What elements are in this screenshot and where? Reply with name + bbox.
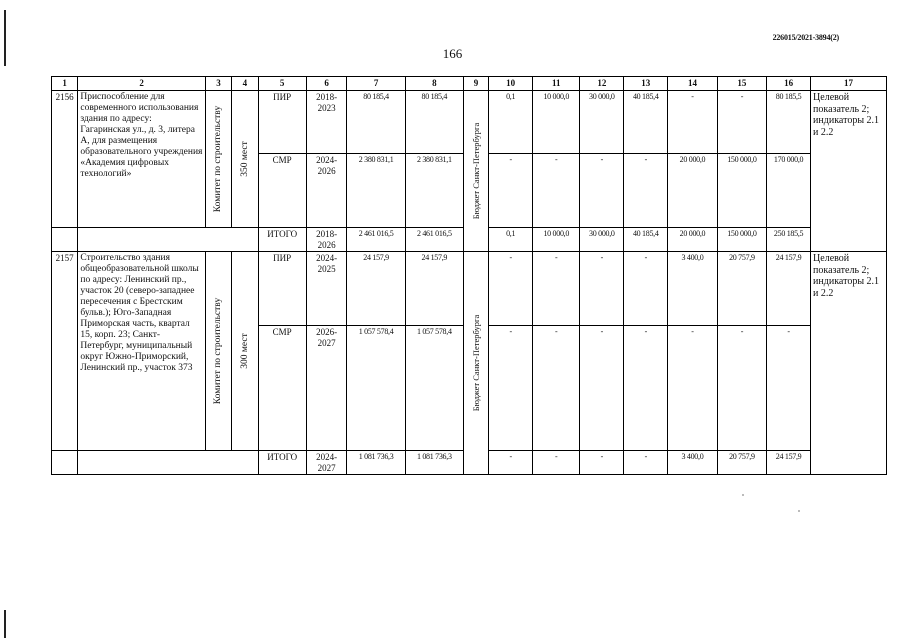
value-cell: 1 057 578,4: [405, 326, 463, 451]
source-cell: [463, 91, 488, 252]
column-header: 1: [52, 77, 78, 91]
value-cell: 24 157,9: [767, 252, 811, 326]
stage-period: 2018-2026: [306, 228, 347, 252]
customer-text: Комитет по строительству: [213, 297, 224, 405]
value-cell: 40 185,4: [624, 228, 668, 252]
customer-cell: [205, 252, 231, 451]
row-id: 2156: [52, 91, 78, 228]
capacity-cell: [232, 91, 258, 228]
source-text: Бюджет Санкт-Петербурга: [470, 314, 481, 412]
empty-cell: [52, 228, 78, 252]
value-cell: 150 000,0: [717, 154, 766, 228]
value-cell: -: [580, 326, 624, 451]
stage-type: ПИР: [258, 91, 306, 154]
column-header: 8: [405, 77, 463, 91]
value-cell: 80 185,4: [405, 91, 463, 154]
value-cell: 30 000,0: [580, 91, 624, 154]
empty-cell: [78, 228, 258, 252]
column-header: 10: [489, 77, 533, 91]
stage-type: СМР: [258, 154, 306, 228]
value-cell: 80 185,4: [347, 91, 405, 154]
capacity-cell: [232, 252, 258, 451]
value-cell: -: [624, 252, 668, 326]
column-header: 3: [205, 77, 231, 91]
source-text: Бюджет Санкт-Петербурга: [470, 122, 481, 220]
column-header: 7: [347, 77, 405, 91]
value-cell: 1 081 736,3: [405, 451, 463, 475]
value-cell: 80 185,5: [767, 91, 811, 154]
value-cell: -: [489, 451, 533, 475]
value-cell: -: [489, 252, 533, 326]
value-cell: 1 057 578,4: [347, 326, 405, 451]
stage-type: ИТОГО: [258, 451, 306, 475]
value-cell: 24 157,9: [347, 252, 405, 326]
value-cell: 170 000,0: [767, 154, 811, 228]
value-cell: -: [533, 154, 580, 228]
stage-period: 2024-2026: [306, 154, 347, 228]
value-cell: 2 380 831,1: [405, 154, 463, 228]
document-number: 226015/2021-3894(2): [772, 33, 839, 42]
column-header: 2: [78, 77, 205, 91]
value-cell: -: [533, 451, 580, 475]
scan-speck: [742, 494, 744, 496]
value-cell: -: [489, 326, 533, 451]
stage-period: 2026-2027: [306, 326, 347, 451]
value-cell: -: [624, 326, 668, 451]
object-name: Строительство здания общеобразовательной школы по адресу: Ленинский пр., участок 20 (северо-западнее пересечения с Брестским бульв.); Юго-Западная Приморская часть, квартал 15, корп. 23; Санкт-Петербург, муниципальный округ Южно-Приморский, Ленинский пр., участок 373: [78, 252, 205, 451]
value-cell: -: [767, 326, 811, 451]
value-cell: -: [624, 154, 668, 228]
value-cell: 10 000,0: [533, 228, 580, 252]
value-cell: 2 461 016,5: [347, 228, 405, 252]
capacity-text: 350 мест: [239, 141, 250, 177]
column-header: 12: [580, 77, 624, 91]
stage-period: 2018-2023: [306, 91, 347, 154]
stage-period: 2024-2027: [306, 451, 347, 475]
stage-period: 2024-2025: [306, 252, 347, 326]
table-row: [52, 91, 887, 154]
value-cell: 1 081 736,3: [347, 451, 405, 475]
column-header: 16: [767, 77, 811, 91]
empty-cell: [52, 451, 78, 475]
value-cell: -: [533, 252, 580, 326]
value-cell: 24 157,9: [767, 451, 811, 475]
column-header: 13: [624, 77, 668, 91]
value-cell: -: [489, 154, 533, 228]
column-header: 17: [811, 77, 887, 91]
value-cell: -: [580, 451, 624, 475]
stage-type: ПИР: [258, 252, 306, 326]
value-cell: -: [717, 326, 766, 451]
page-number: 166: [442, 46, 463, 61]
object-name: Приспособление для современного использования здания по адресу: Гагаринская ул., д. 3, литера А, для размещения образовательного учреждения «Академия цифровых технологий»: [78, 91, 205, 228]
indicator-cell: Целевой показатель 2; индикаторы 2.1 и 2.2: [811, 252, 887, 475]
row-id: 2157: [52, 252, 78, 451]
column-header: 5: [258, 77, 306, 91]
value-cell: 0,1: [489, 228, 533, 252]
value-cell: 10 000,0: [533, 91, 580, 154]
column-number-row: [52, 77, 887, 91]
column-header: 4: [232, 77, 258, 91]
column-header: 11: [533, 77, 580, 91]
value-cell: 150 000,0: [717, 228, 766, 252]
left-margin-mark: [4, 610, 6, 638]
capacity-text: 300 мест: [239, 333, 250, 369]
value-cell: -: [668, 326, 717, 451]
value-cell: -: [580, 154, 624, 228]
value-cell: 40 185,4: [624, 91, 668, 154]
value-cell: 20 000,0: [668, 228, 717, 252]
program-table: [51, 76, 887, 475]
value-cell: 3 400,0: [668, 451, 717, 475]
stage-type: ИТОГО: [258, 228, 306, 252]
column-header: 15: [717, 77, 766, 91]
value-cell: 2 380 831,1: [347, 154, 405, 228]
column-header: 9: [463, 77, 488, 91]
value-cell: 3 400,0: [668, 252, 717, 326]
value-cell: 0,1: [489, 91, 533, 154]
value-cell: -: [580, 252, 624, 326]
value-cell: 30 000,0: [580, 228, 624, 252]
value-cell: -: [717, 91, 766, 154]
empty-cell: [78, 451, 258, 475]
value-cell: -: [624, 451, 668, 475]
column-header: 6: [306, 77, 347, 91]
value-cell: 250 185,5: [767, 228, 811, 252]
scan-speck: [798, 510, 800, 512]
value-cell: 24 157,9: [405, 252, 463, 326]
source-cell: [463, 252, 488, 475]
value-cell: 2 461 016,5: [405, 228, 463, 252]
indicator-cell: Целевой показатель 2; индикаторы 2.1 и 2.2: [811, 91, 887, 252]
value-cell: 20 757,9: [717, 252, 766, 326]
value-cell: -: [533, 326, 580, 451]
column-header: 14: [668, 77, 717, 91]
customer-cell: [205, 91, 231, 228]
customer-text: Комитет по строительству: [213, 105, 224, 213]
value-cell: 20 757,9: [717, 451, 766, 475]
table-row: [52, 252, 887, 326]
stage-type: СМР: [258, 326, 306, 451]
value-cell: -: [668, 91, 717, 154]
value-cell: 20 000,0: [668, 154, 717, 228]
